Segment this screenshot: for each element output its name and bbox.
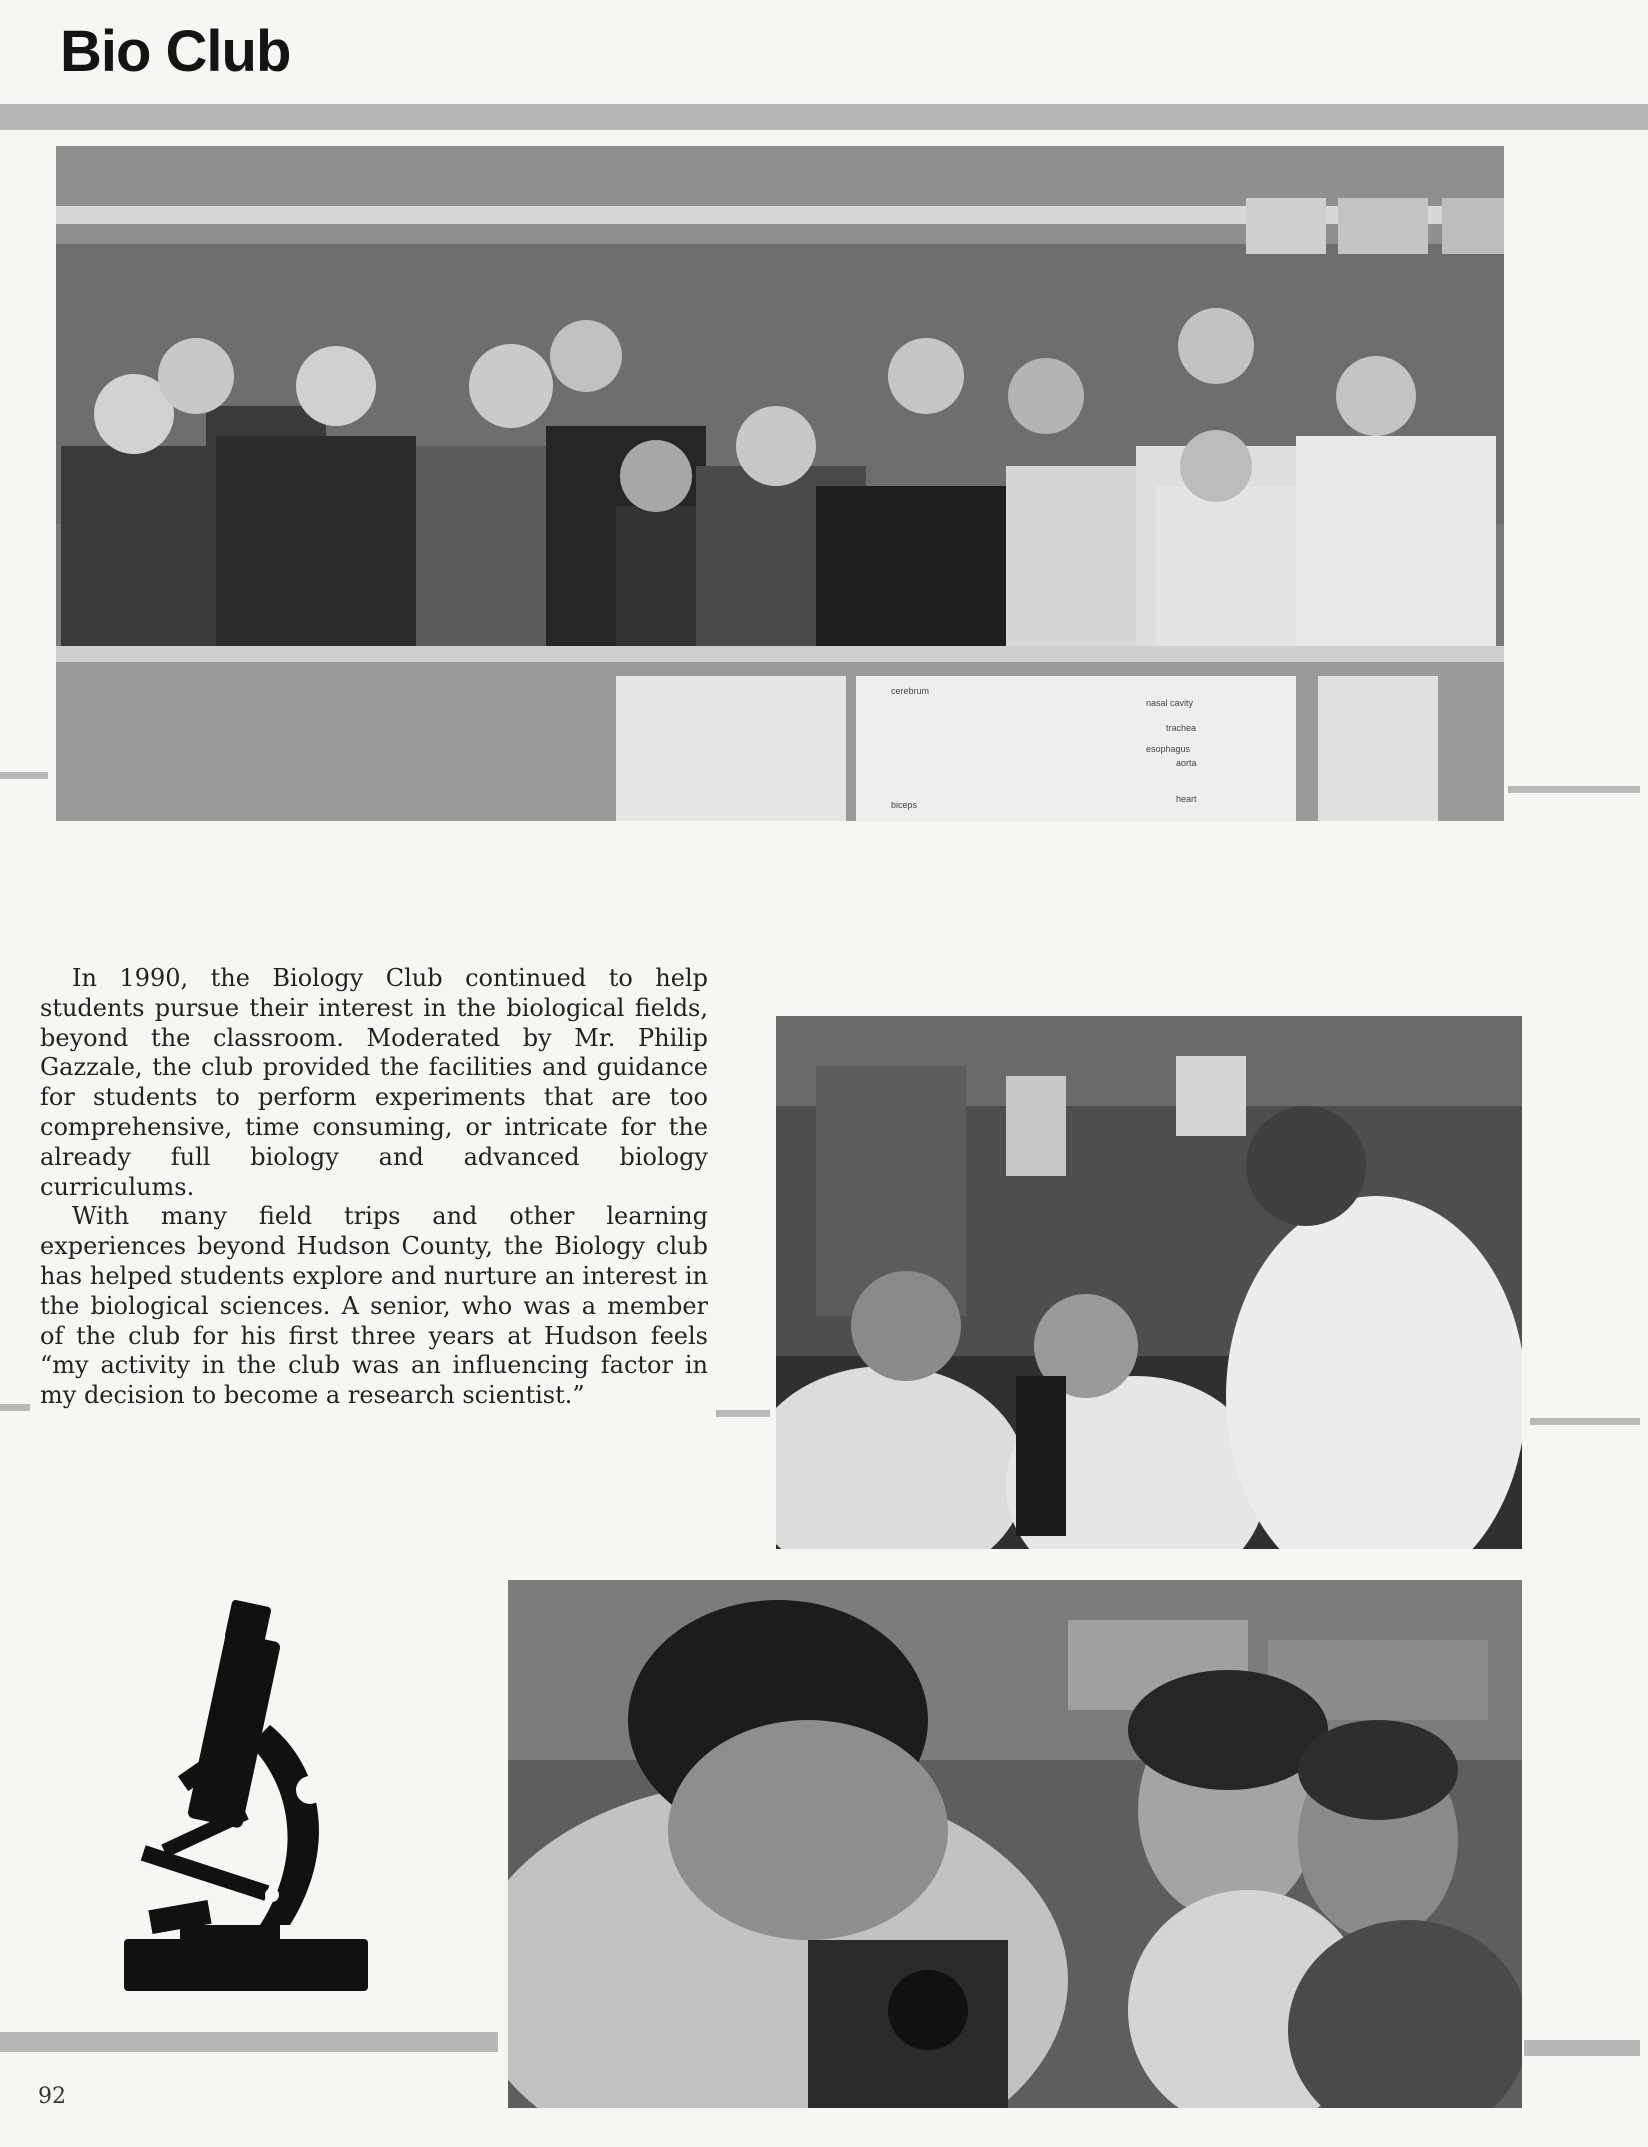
chart-label-biceps: biceps: [891, 800, 918, 810]
group-photo: [56, 146, 1504, 821]
chart-label-nasal-cavity: nasal cavity: [1146, 698, 1194, 708]
side-rule-left-1: [0, 772, 48, 779]
page-number: 92: [38, 2084, 66, 2109]
side-rule-right-1: [1508, 786, 1640, 793]
article-paragraph-1: In 1990, the Biology Club continued to help students pursue their interest in the biological fields, beyond the classroom. Moderated by Mr. Philip Gazzale, the club provided the facilities and guidance for students to perform experiments that are too comprehensive, time consuming, or intricate for the already full biology and advanced biology curriculums.: [40, 964, 708, 1201]
chart-label-cerebrum: cerebrum: [891, 686, 930, 696]
article-paragraph-2: With many field trips and other learning experiences beyond Hudson County, the Biology club has helped students explore and nurture an interest in the biological sciences. A senior, who was a member of the club for his first three years at Hudson feels “my activity in the club was an influencing factor in my decision to become a research scientist.”: [40, 1202, 708, 1410]
microscope-icon: [120, 1595, 370, 1995]
article-body: [40, 964, 708, 1411]
page-title: Bio Club: [60, 19, 291, 84]
title-rule: [0, 104, 1648, 130]
side-rule-right-2: [1530, 1418, 1640, 1425]
bottom-rule-left: [0, 2032, 498, 2052]
chart-label-esophagus: esophagus: [1146, 744, 1191, 754]
bottom-rule-right: [1524, 2040, 1640, 2056]
chart-label-aorta: aorta: [1176, 758, 1197, 768]
chart-label-heart: heart: [1176, 794, 1197, 804]
chart-label-trachea: trachea: [1166, 723, 1197, 733]
microscope-lab-photo: [776, 1016, 1522, 1549]
students-microscope-photo: [508, 1580, 1522, 2108]
side-rule-mid-2: [716, 1410, 770, 1417]
side-rule-left-2: [0, 1404, 30, 1411]
